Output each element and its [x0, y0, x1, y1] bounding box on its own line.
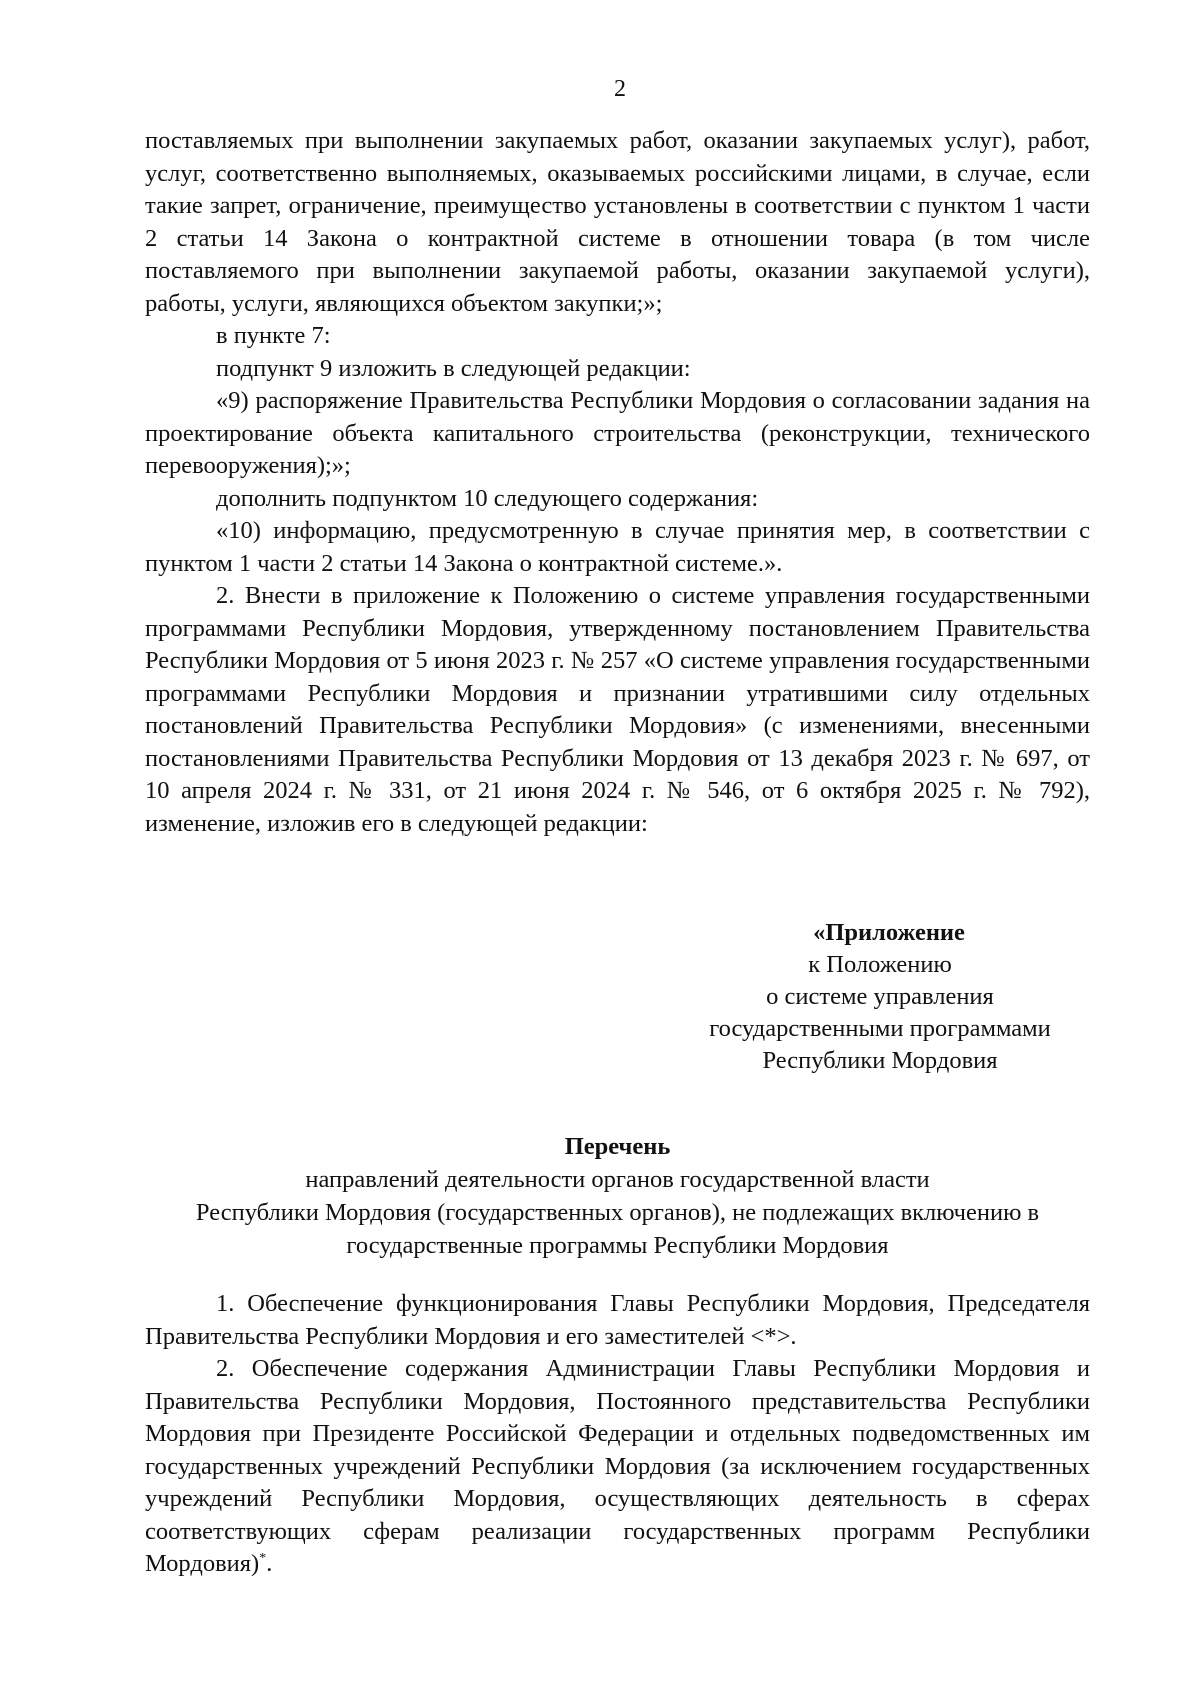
appendix-header — [660, 917, 1100, 1077]
sub9-text: «9) распоряжение Правительства Республики Мордовия о согласовании задания на проектирование объекта капитального строительства (реконструкции, технического перевооружения);»; — [145, 387, 1090, 479]
sub9-intro: подпункт 9 изложить в следующей редакции: — [216, 354, 691, 382]
list-title-line: направлений деятельности органов государственной власти — [305, 1166, 930, 1193]
list-title-line: государственные программы Республики Мордовия — [346, 1232, 889, 1259]
list-item — [145, 1353, 1090, 1581]
appendix-line: государственными программами — [709, 1015, 1051, 1042]
sub10-text: «10) информацию, предусмотренную в случае принятия мер, в соответствии с пунктом 1 части 2 статьи 14 Закона о контрактной системе.». — [145, 517, 1090, 577]
appendix-line: Республики Мордовия — [762, 1047, 998, 1074]
continuation-paragraph: поставляемых при выполнении закупаемых работ, оказании закупаемых услуг), работ, услуг, соответственно выполняемых, оказываемых российскими лицами, в случае, если такие запрет, ограничение, преимущество установлены в соответствии с пунктом 1 части 2 статьи 14 Закона о контрактной системе в отношении товара (в том числе поставляемого при выполнении закупаемой работы, оказании закупаемой услуги), работы, услуги, являющихся объектом закупки;»; — [145, 127, 1090, 317]
amendment-text — [145, 125, 1090, 840]
list-heading: Перечень — [564, 1133, 671, 1160]
list-title — [145, 1130, 1090, 1262]
list-item-end: . — [266, 1550, 273, 1577]
list-item: 1. Обеспечение функционирования Главы Республики Мордовия, Председателя Правительства Республики Мордовия и его заместителей <*>. — [145, 1290, 1090, 1350]
item7-intro: в пункте 7: — [216, 322, 331, 349]
list-items — [145, 1288, 1090, 1581]
list-item-text: 2. Обеспечение содержания Администрации Главы Республики Мордовия и Правительства Республики Мордовия, Постоянного представительства Республики Мордовия при Президенте Российской Федерации и отдельных подведомственных им государственных учреждений Республики Мордовия (за исключением государственных учреждений Республики Мордовия, осуществляющих деятельность в сферах соответствующих сферам реализации государственных программ Республики Мордовия) — [145, 1355, 1090, 1577]
appendix-line: о системе управления — [766, 983, 994, 1010]
appendix-title: «Приложение — [813, 919, 965, 946]
list-title-line: Республики Мордовия (государственных органов), не подлежащих включению в — [195, 1199, 1040, 1226]
footnote-marker: * — [259, 1550, 267, 1566]
appendix-line: к Положению — [808, 951, 952, 978]
point2-paragraph: 2. Внести в приложение к Положению о системе управления государственными программами Республики Мордовия, утвержденному постановлением Правительства Республики Мордовия от 5 июня 2023 г. № 257 «О системе управления государственными программами Республики Мордовия и признании утратившими силу отдельных постановлений Правительства Республики Мордовия» (с изменениями, внесенными постановлениями Правительства Республики Мордовия от 13 декабря 2023 г. № 697, от 10 апреля 2024 г. № 331, от 21 июня 2024 г. № 546, от 6 октября 2025 г. № 792), изменение, изложив его в следующей редакции: — [145, 582, 1090, 837]
sub10-intro: дополнить подпунктом 10 следующего содержания: — [216, 484, 759, 512]
page-number: 2 — [614, 76, 626, 102]
